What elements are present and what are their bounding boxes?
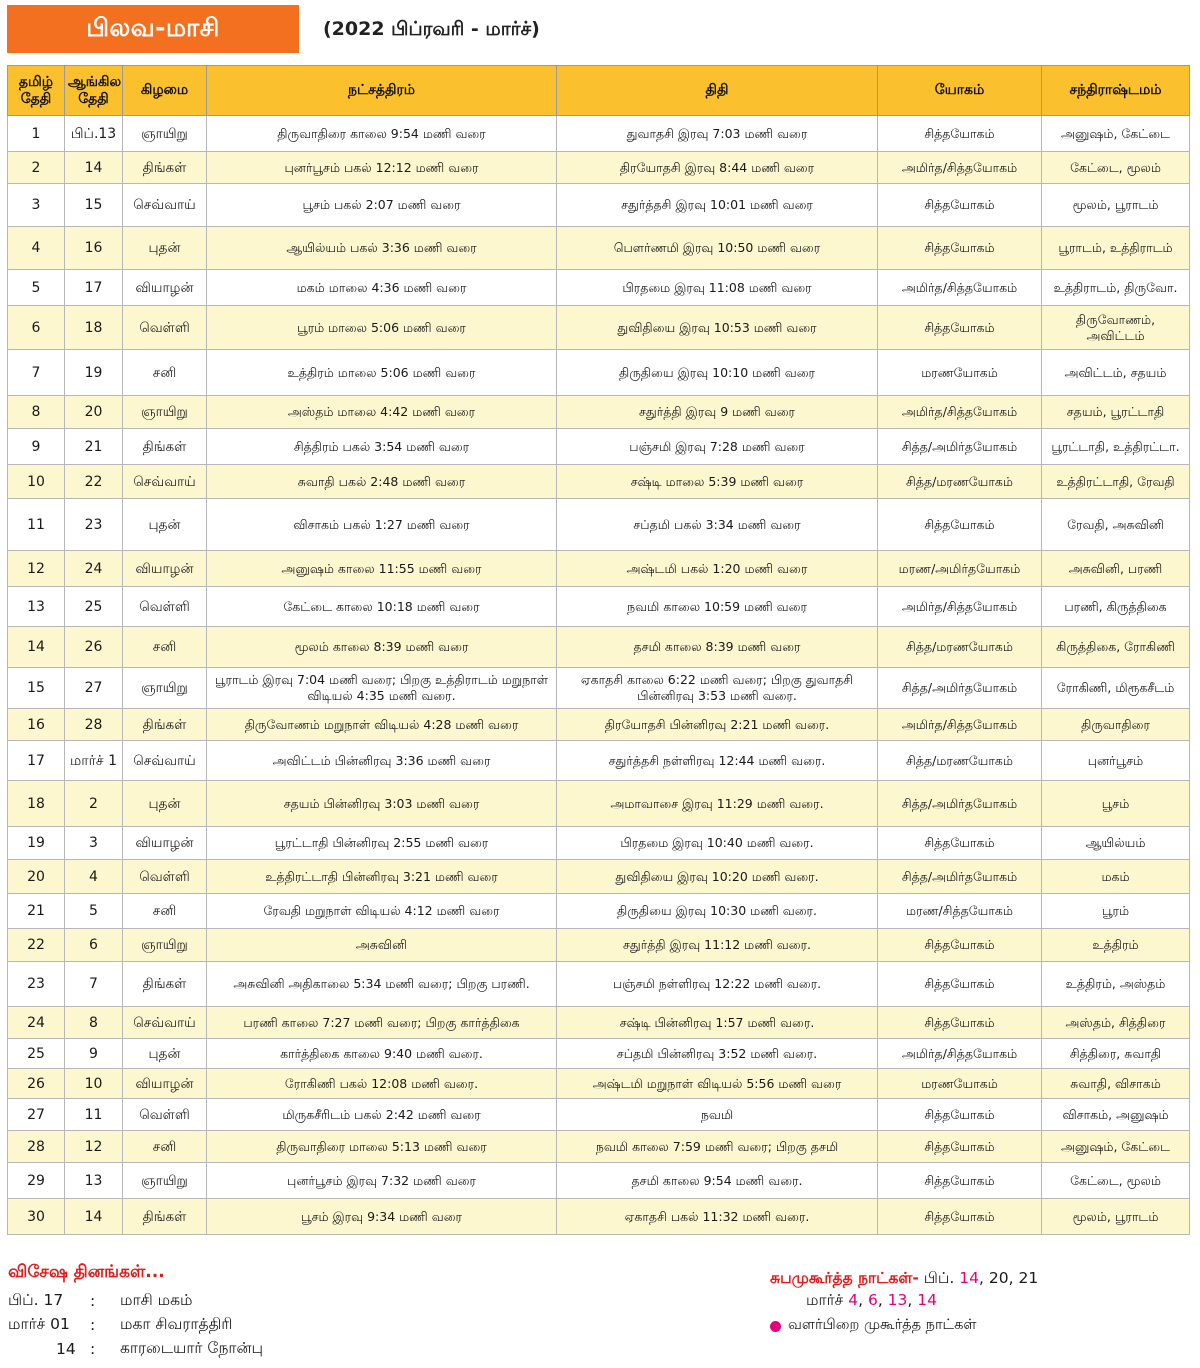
table-row xyxy=(8,184,1190,227)
page-title: பிலவ-மாசி xyxy=(7,5,299,53)
table-row xyxy=(8,668,1190,709)
muhurtham-feb-dates: 14, 20, 21 xyxy=(959,1269,1039,1287)
tithi-cell: திரயோதசி இரவு 8:44 மணி வரை xyxy=(557,152,878,184)
weekday-cell: செவ்வாய் xyxy=(123,1007,207,1039)
muhurtham-legend-text: வளர்பிறை முகூர்த்த நாட்கள் xyxy=(788,1317,977,1333)
table-row xyxy=(8,499,1190,551)
nakshatra-cell: அஸ்தம் மாலை 4:42 மணி வரை xyxy=(207,396,557,429)
weekday-cell: ஞாயிறு xyxy=(123,396,207,429)
muhurtham-date: 14 xyxy=(917,1291,937,1309)
yogam-cell: சித்த/மரணயோகம் xyxy=(878,627,1042,668)
english-date-cell: 25 xyxy=(65,587,123,627)
weekday-cell: சனி xyxy=(123,350,207,396)
tamil-date-cell: 9 xyxy=(8,429,65,465)
table-row xyxy=(8,551,1190,587)
tithi-cell: சதுர்த்தசி நள்ளிரவு 12:44 மணி வரை. xyxy=(557,741,878,781)
english-date-cell: 12 xyxy=(65,1131,123,1163)
chandrashtamam-cell: கிருத்திகை, ரோகிணி xyxy=(1042,627,1190,668)
weekday-cell: ஞாயிறு xyxy=(123,116,207,152)
muhurtham-date: 21 xyxy=(1018,1269,1039,1287)
special-day-item xyxy=(8,1313,528,1337)
tamil-date-cell: 13 xyxy=(8,587,65,627)
nakshatra-cell: உத்திரட்டாதி பின்னிரவு 3:21 மணி வரை xyxy=(207,860,557,894)
special-day-item xyxy=(8,1337,528,1361)
yogam-cell: சித்த/அமிர்தயோகம் xyxy=(878,781,1042,827)
chandrashtamam-cell: ரேவதி, அசுவினி xyxy=(1042,499,1190,551)
yogam-cell: சித்த/அமிர்தயோகம் xyxy=(878,429,1042,465)
nakshatra-cell: பூராடம் இரவு 7:04 மணி வரை; பிறகு உத்திராடம் மறுநாள் விடியல் 4:35 மணி வரை. xyxy=(207,668,557,709)
tithi-cell: தசமி காலை 8:39 மணி வரை xyxy=(557,627,878,668)
nakshatra-cell: பூரம் மாலை 5:06 மணி வரை xyxy=(207,306,557,350)
table-row xyxy=(8,827,1190,860)
yogam-cell: சித்தயோகம் xyxy=(878,827,1042,860)
yogam-cell: சித்தயோகம் xyxy=(878,1099,1042,1131)
nakshatra-cell: திருவாதிரை காலை 9:54 மணி வரை xyxy=(207,116,557,152)
table-row xyxy=(8,270,1190,306)
tamil-date-cell: 28 xyxy=(8,1131,65,1163)
nakshatra-cell: திருவோணம் மறுநாள் விடியல் 4:28 மணி வரை xyxy=(207,709,557,741)
nakshatra-cell: பரணி காலை 7:27 மணி வரை; பிறகு கார்த்திகை xyxy=(207,1007,557,1039)
tithi-cell: சதுர்த்தி இரவு 9 மணி வரை xyxy=(557,396,878,429)
weekday-cell: செவ்வாய் xyxy=(123,741,207,781)
english-date-cell: 10 xyxy=(65,1069,123,1099)
table-row xyxy=(8,929,1190,962)
weekday-cell: வெள்ளி xyxy=(123,306,207,350)
tamil-date-cell: 21 xyxy=(8,894,65,929)
weekday-cell: வியாழன் xyxy=(123,1069,207,1099)
muhurtham-feb-label: பிப். xyxy=(923,1269,955,1287)
weekday-cell: வியாழன் xyxy=(123,270,207,306)
tamil-date-cell: 26 xyxy=(8,1069,65,1099)
english-date-cell: 20 xyxy=(65,396,123,429)
tamil-date-cell: 2 xyxy=(8,152,65,184)
table-row xyxy=(8,627,1190,668)
table-row xyxy=(8,587,1190,627)
tamil-date-cell: 14 xyxy=(8,627,65,668)
yogam-cell: சித்தயோகம் xyxy=(878,1131,1042,1163)
muhurtham-date: 20 xyxy=(988,1269,1009,1287)
tithi-cell: துவிதியை இரவு 10:20 மணி வரை. xyxy=(557,860,878,894)
weekday-cell: திங்கள் xyxy=(123,1199,207,1235)
chandrashtamam-cell: அசுவினி, பரணி xyxy=(1042,551,1190,587)
english-date-cell: 13 xyxy=(65,1163,123,1199)
chandrashtamam-cell: திருவோணம், அவிட்டம் xyxy=(1042,306,1190,350)
weekday-cell: வெள்ளி xyxy=(123,860,207,894)
yogam-cell: மரணயோகம் xyxy=(878,1069,1042,1099)
tithi-cell: அமாவாசை இரவு 11:29 மணி வரை. xyxy=(557,781,878,827)
muhurtham-date: 14 xyxy=(959,1269,980,1287)
yogam-cell: சித்தயோகம் xyxy=(878,1163,1042,1199)
special-day-event: மகா சிவராத்திரி xyxy=(120,1315,233,1333)
english-date-cell: 6 xyxy=(65,929,123,962)
chandrashtamam-cell: அவிட்டம், சதயம் xyxy=(1042,350,1190,396)
chandrashtamam-cell: சுவாதி, விசாகம் xyxy=(1042,1069,1190,1099)
chandrashtamam-cell: பூராடம், உத்திராடம் xyxy=(1042,227,1190,270)
nakshatra-cell: சுவாதி பகல் 2:48 மணி வரை xyxy=(207,465,557,499)
tamil-date-cell: 24 xyxy=(8,1007,65,1039)
weekday-cell: புதன் xyxy=(123,227,207,270)
english-date-cell: 15 xyxy=(65,184,123,227)
tithi-cell: சதுர்த்தி இரவு 11:12 மணி வரை. xyxy=(557,929,878,962)
muhurtham-mar-line xyxy=(806,1291,1190,1315)
chandrashtamam-cell: மூலம், பூராடம் xyxy=(1042,184,1190,227)
chandrashtamam-cell: அனுஷம், கேட்டை xyxy=(1042,116,1190,152)
tithi-cell: திருதியை இரவு 10:30 மணி வரை. xyxy=(557,894,878,929)
table-row xyxy=(8,1007,1190,1039)
english-date-cell: 2 xyxy=(65,781,123,827)
tamil-date-cell: 16 xyxy=(8,709,65,741)
nakshatra-cell: சதயம் பின்னிரவு 3:03 மணி வரை xyxy=(207,781,557,827)
tamil-date-cell: 4 xyxy=(8,227,65,270)
table-row xyxy=(8,1039,1190,1069)
tithi-cell: திருதியை இரவு 10:10 மணி வரை xyxy=(557,350,878,396)
tithi-cell: பஞ்சமி இரவு 7:28 மணி வரை xyxy=(557,429,878,465)
table-row xyxy=(8,465,1190,499)
english-date-cell: 14 xyxy=(65,152,123,184)
yogam-cell: அமிர்த/சித்தயோகம் xyxy=(878,270,1042,306)
weekday-cell: புதன் xyxy=(123,781,207,827)
yogam-cell: சித்தயோகம் xyxy=(878,1007,1042,1039)
weekday-cell: திங்கள் xyxy=(123,709,207,741)
tithi-cell: சப்தமி பின்னிரவு 3:52 மணி வரை. xyxy=(557,1039,878,1069)
english-date-cell: 16 xyxy=(65,227,123,270)
tamil-date-cell: 15 xyxy=(8,668,65,709)
muhurtham-date: 6 xyxy=(867,1291,878,1309)
page-subtitle: (2022 பிப்ரவரி - மார்ச்) xyxy=(323,18,540,40)
yogam-cell: அமிர்த/சித்தயோகம் xyxy=(878,1039,1042,1069)
english-date-cell: 9 xyxy=(65,1039,123,1069)
table-row xyxy=(8,306,1190,350)
nakshatra-cell: ரோகிணி பகல் 12:08 மணி வரை. xyxy=(207,1069,557,1099)
table-row xyxy=(8,741,1190,781)
special-day-date: பிப். 17 xyxy=(8,1291,64,1309)
weekday-cell: செவ்வாய் xyxy=(123,465,207,499)
special-day-sep: : xyxy=(90,1316,96,1334)
english-date-cell: 14 xyxy=(65,1199,123,1235)
english-date-cell: 5 xyxy=(65,894,123,929)
chandrashtamam-cell: பூசம் xyxy=(1042,781,1190,827)
chandrashtamam-cell: அஸ்தம், சித்திரை xyxy=(1042,1007,1190,1039)
nakshatra-cell: அசுவினி xyxy=(207,929,557,962)
tithi-cell: அஷ்டமி மறுநாள் விடியல் 5:56 மணி வரை xyxy=(557,1069,878,1099)
tithi-cell: திரயோதசி பின்னிரவு 2:21 மணி வரை. xyxy=(557,709,878,741)
tamil-date-cell: 12 xyxy=(8,551,65,587)
nakshatra-cell: ரேவதி மறுநாள் விடியல் 4:12 மணி வரை xyxy=(207,894,557,929)
tithi-cell: நவமி காலை 10:59 மணி வரை xyxy=(557,587,878,627)
english-date-cell: 21 xyxy=(65,429,123,465)
yogam-cell: சித்தயோகம் xyxy=(878,499,1042,551)
chandrashtamam-cell: ரோகிணி, மிரூகசீடம் xyxy=(1042,668,1190,709)
col-header-tithi: திதி xyxy=(557,66,878,116)
english-date-cell: 24 xyxy=(65,551,123,587)
yogam-cell: சித்தயோகம் xyxy=(878,184,1042,227)
tithi-cell: சப்தமி பகல் 3:34 மணி வரை xyxy=(557,499,878,551)
tamil-date-cell: 27 xyxy=(8,1099,65,1131)
chandrashtamam-cell: மகம் xyxy=(1042,860,1190,894)
tamil-date-cell: 7 xyxy=(8,350,65,396)
chandrashtamam-cell: உத்திரட்டாதி, ரேவதி xyxy=(1042,465,1190,499)
weekday-cell: புதன் xyxy=(123,1039,207,1069)
tithi-cell: சதுர்த்தசி இரவு 10:01 மணி வரை xyxy=(557,184,878,227)
tamil-date-cell: 18 xyxy=(8,781,65,827)
special-day-sep: : xyxy=(90,1340,96,1358)
tamil-date-cell: 10 xyxy=(8,465,65,499)
chandrashtamam-cell: உத்திரம் xyxy=(1042,929,1190,962)
table-row xyxy=(8,227,1190,270)
tamil-date-cell: 30 xyxy=(8,1199,65,1235)
tamil-date-cell: 5 xyxy=(8,270,65,306)
col-header-nakshatra: நட்சத்திரம் xyxy=(207,66,557,116)
nakshatra-cell: பூரட்டாதி பின்னிரவு 2:55 மணி வரை xyxy=(207,827,557,860)
nakshatra-cell: புனர்பூசம் பகல் 12:12 மணி வரை xyxy=(207,152,557,184)
tithi-cell: தசமி காலை 9:54 மணி வரை. xyxy=(557,1163,878,1199)
table-row xyxy=(8,1199,1190,1235)
tithi-cell: நவமி காலை 7:59 மணி வரை; பிறகு தசமி xyxy=(557,1131,878,1163)
table-row xyxy=(8,429,1190,465)
yogam-cell: மரண/சித்தயோகம் xyxy=(878,894,1042,929)
english-date-cell: 17 xyxy=(65,270,123,306)
table-row xyxy=(8,709,1190,741)
special-day-event: காரடையார் நோன்பு xyxy=(120,1339,264,1357)
tithi-cell: துவிதியை இரவு 10:53 மணி வரை xyxy=(557,306,878,350)
chandrashtamam-cell: கேட்டை, மூலம் xyxy=(1042,152,1190,184)
table-row xyxy=(8,1099,1190,1131)
muhurtham-date: 4 xyxy=(848,1291,859,1309)
tithi-cell: ஏகாதசி பகல் 11:32 மணி வரை. xyxy=(557,1199,878,1235)
nakshatra-cell: அசுவினி அதிகாலை 5:34 மணி வரை; பிறகு பரணி. xyxy=(207,962,557,1007)
chandrashtamam-cell: பரணி, கிருத்திகை xyxy=(1042,587,1190,627)
nakshatra-cell: திருவாதிரை மாலை 5:13 மணி வரை xyxy=(207,1131,557,1163)
yogam-cell: அமிர்த/சித்தயோகம் xyxy=(878,587,1042,627)
tithi-cell: பிரதமை இரவு 10:40 மணி வரை. xyxy=(557,827,878,860)
tamil-date-cell: 1 xyxy=(8,116,65,152)
english-date-cell: 23 xyxy=(65,499,123,551)
yogam-cell: சித்த/அமிர்தயோகம் xyxy=(878,860,1042,894)
muhurtham-title: சுபமுகூர்த்த நாட்கள்- xyxy=(770,1269,919,1287)
panchangam-table xyxy=(7,65,1190,1235)
nakshatra-cell: மகம் மாலை 4:36 மணி வரை xyxy=(207,270,557,306)
english-date-cell: 7 xyxy=(65,962,123,1007)
weekday-cell: வெள்ளி xyxy=(123,587,207,627)
english-date-cell: 8 xyxy=(65,1007,123,1039)
chandrashtamam-cell: கேட்டை, மூலம் xyxy=(1042,1163,1190,1199)
yogam-cell: சித்த/மரணயோகம் xyxy=(878,465,1042,499)
tithi-cell: அஷ்டமி பகல் 1:20 மணி வரை xyxy=(557,551,878,587)
weekday-cell: புதன் xyxy=(123,499,207,551)
special-day-date: 14 xyxy=(56,1340,76,1358)
chandrashtamam-cell: சித்திரை, சுவாதி xyxy=(1042,1039,1190,1069)
weekday-cell: திங்கள் xyxy=(123,429,207,465)
english-date-cell: 27 xyxy=(65,668,123,709)
chandrashtamam-cell: மூலம், பூராடம் xyxy=(1042,1199,1190,1235)
chandrashtamam-cell: விசாகம், அனுஷம் xyxy=(1042,1099,1190,1131)
col-header-chandrashtamam: சந்திராஷ்டமம் xyxy=(1042,66,1190,116)
special-day-event: மாசி மகம் xyxy=(120,1291,193,1309)
yogam-cell: சித்தயோகம் xyxy=(878,227,1042,270)
tamil-date-cell: 22 xyxy=(8,929,65,962)
tithi-cell: பௌர்ணமி இரவு 10:50 மணி வரை xyxy=(557,227,878,270)
nakshatra-cell: மிருகசீரிடம் பகல் 2:42 மணி வரை xyxy=(207,1099,557,1131)
tamil-date-cell: 11 xyxy=(8,499,65,551)
chandrashtamam-cell: பூரட்டாதி, உத்திரட்டா. xyxy=(1042,429,1190,465)
nakshatra-cell: கேட்டை காலை 10:18 மணி வரை xyxy=(207,587,557,627)
weekday-cell: சனி xyxy=(123,894,207,929)
english-date-cell: மார்ச் 1 xyxy=(65,741,123,781)
tithi-cell: துவாதசி இரவு 7:03 மணி வரை xyxy=(557,116,878,152)
nakshatra-cell: கார்த்திகை காலை 9:40 மணி வரை. xyxy=(207,1039,557,1069)
table-row xyxy=(8,1069,1190,1099)
tamil-date-cell: 8 xyxy=(8,396,65,429)
table-row xyxy=(8,1163,1190,1199)
weekday-cell: ஞாயிறு xyxy=(123,1163,207,1199)
tamil-date-cell: 29 xyxy=(8,1163,65,1199)
table-row xyxy=(8,152,1190,184)
special-days-title: விசேஷ தினங்கள்... xyxy=(8,1262,165,1282)
nakshatra-cell: உத்திரம் மாலை 5:06 மணி வரை xyxy=(207,350,557,396)
tamil-date-cell: 17 xyxy=(8,741,65,781)
english-date-cell: 22 xyxy=(65,465,123,499)
col-header-english-date: ஆங்கில தேதி xyxy=(65,66,123,116)
special-day-date: மார்ச் 01 xyxy=(8,1315,70,1333)
english-date-cell: 3 xyxy=(65,827,123,860)
yogam-cell: சித்த/மரணயோகம் xyxy=(878,741,1042,781)
english-date-cell: 18 xyxy=(65,306,123,350)
weekday-cell: ஞாயிறு xyxy=(123,668,207,709)
nakshatra-cell: பூசம் பகல் 2:07 மணி வரை xyxy=(207,184,557,227)
nakshatra-cell: மூலம் காலை 8:39 மணி வரை xyxy=(207,627,557,668)
weekday-cell: சனி xyxy=(123,1131,207,1163)
english-date-cell: பிப்.13 xyxy=(65,116,123,152)
table-row xyxy=(8,350,1190,396)
col-header-tamil-date: தமிழ் தேதி xyxy=(8,66,65,116)
muhurtham-mar-label: மார்ச் xyxy=(806,1291,844,1309)
yogam-cell: அமிர்த/சித்தயோகம் xyxy=(878,709,1042,741)
table-row xyxy=(8,781,1190,827)
col-header-yogam: யோகம் xyxy=(878,66,1042,116)
weekday-cell: திங்கள் xyxy=(123,152,207,184)
special-day-sep: : xyxy=(90,1292,96,1310)
yogam-cell: சித்தயோகம் xyxy=(878,929,1042,962)
weekday-cell: ஞாயிறு xyxy=(123,929,207,962)
weekday-cell: திங்கள் xyxy=(123,962,207,1007)
yogam-cell: அமிர்த/சித்தயோகம் xyxy=(878,152,1042,184)
tamil-date-cell: 6 xyxy=(8,306,65,350)
special-days xyxy=(8,1262,528,1361)
yogam-cell: மரணயோகம் xyxy=(878,350,1042,396)
yogam-cell: சித்தயோகம் xyxy=(878,306,1042,350)
weekday-cell: சனி xyxy=(123,627,207,668)
tamil-date-cell: 25 xyxy=(8,1039,65,1069)
nakshatra-cell: ஆயில்யம் பகல் 3:36 மணி வரை xyxy=(207,227,557,270)
chandrashtamam-cell: அனுஷம், கேட்டை xyxy=(1042,1131,1190,1163)
weekday-cell: வெள்ளி xyxy=(123,1099,207,1131)
tithi-cell: சஷ்டி மாலை 5:39 மணி வரை xyxy=(557,465,878,499)
yogam-cell: சித்தயோகம் xyxy=(878,1199,1042,1235)
chandrashtamam-cell: பூரம் xyxy=(1042,894,1190,929)
nakshatra-cell: விசாகம் பகல் 1:27 மணி வரை xyxy=(207,499,557,551)
nakshatra-cell: பூசம் இரவு 9:34 மணி வரை xyxy=(207,1199,557,1235)
english-date-cell: 28 xyxy=(65,709,123,741)
tamil-date-cell: 20 xyxy=(8,860,65,894)
table-row xyxy=(8,1131,1190,1163)
muhurtham-days xyxy=(770,1269,1190,1335)
chandrashtamam-cell: திருவாதிரை xyxy=(1042,709,1190,741)
english-date-cell: 26 xyxy=(65,627,123,668)
tamil-date-cell: 23 xyxy=(8,962,65,1007)
english-date-cell: 4 xyxy=(65,860,123,894)
chandrashtamam-cell: ஆயில்யம் xyxy=(1042,827,1190,860)
muhurtham-mar-dates: 4, 6, 13, 14 xyxy=(848,1291,937,1309)
yogam-cell: சித்தயோகம் xyxy=(878,962,1042,1007)
tamil-date-cell: 19 xyxy=(8,827,65,860)
weekday-cell: செவ்வாய் xyxy=(123,184,207,227)
nakshatra-cell: சித்திரம் பகல் 3:54 மணி வரை xyxy=(207,429,557,465)
nakshatra-cell: அவிட்டம் பின்னிரவு 3:36 மணி வரை xyxy=(207,741,557,781)
table-row xyxy=(8,860,1190,894)
muhurtham-legend xyxy=(770,1317,1190,1335)
muhurtham-date: 13 xyxy=(887,1291,908,1309)
special-day-item xyxy=(8,1289,528,1313)
pink-dot-icon xyxy=(770,1321,781,1332)
nakshatra-cell: அனுஷம் காலை 11:55 மணி வரை xyxy=(207,551,557,587)
nakshatra-cell: புனர்பூசம் இரவு 7:32 மணி வரை xyxy=(207,1163,557,1199)
yogam-cell: சித்தயோகம் xyxy=(878,116,1042,152)
yogam-cell: மரண/அமிர்தயோகம் xyxy=(878,551,1042,587)
tamil-date-cell: 3 xyxy=(8,184,65,227)
tithi-cell: நவமி xyxy=(557,1099,878,1131)
yogam-cell: அமிர்த/சித்தயோகம் xyxy=(878,396,1042,429)
yogam-cell: சித்த/அமிர்தயோகம் xyxy=(878,668,1042,709)
table-row xyxy=(8,396,1190,429)
english-date-cell: 11 xyxy=(65,1099,123,1131)
chandrashtamam-cell: உத்திராடம், திருவோ. xyxy=(1042,270,1190,306)
tithi-cell: பிரதமை இரவு 11:08 மணி வரை xyxy=(557,270,878,306)
table-row xyxy=(8,894,1190,929)
table-header-row xyxy=(8,66,1190,116)
chandrashtamam-cell: உத்திரம், அஸ்தம் xyxy=(1042,962,1190,1007)
tithi-cell: ஏகாதசி காலை 6:22 மணி வரை; பிறகு துவாதசி பின்னிரவு 3:53 மணி வரை. xyxy=(557,668,878,709)
english-date-cell: 19 xyxy=(65,350,123,396)
table-row xyxy=(8,962,1190,1007)
table-row xyxy=(8,116,1190,152)
col-header-weekday: கிழமை xyxy=(123,66,207,116)
chandrashtamam-cell: புனர்பூசம் xyxy=(1042,741,1190,781)
tithi-cell: சஷ்டி பின்னிரவு 1:57 மணி வரை. xyxy=(557,1007,878,1039)
weekday-cell: வியாழன் xyxy=(123,827,207,860)
muhurtham-feb-line xyxy=(770,1269,1190,1291)
weekday-cell: வியாழன் xyxy=(123,551,207,587)
tithi-cell: பஞ்சமி நள்ளிரவு 12:22 மணி வரை. xyxy=(557,962,878,1007)
chandrashtamam-cell: சதயம், பூரட்டாதி xyxy=(1042,396,1190,429)
